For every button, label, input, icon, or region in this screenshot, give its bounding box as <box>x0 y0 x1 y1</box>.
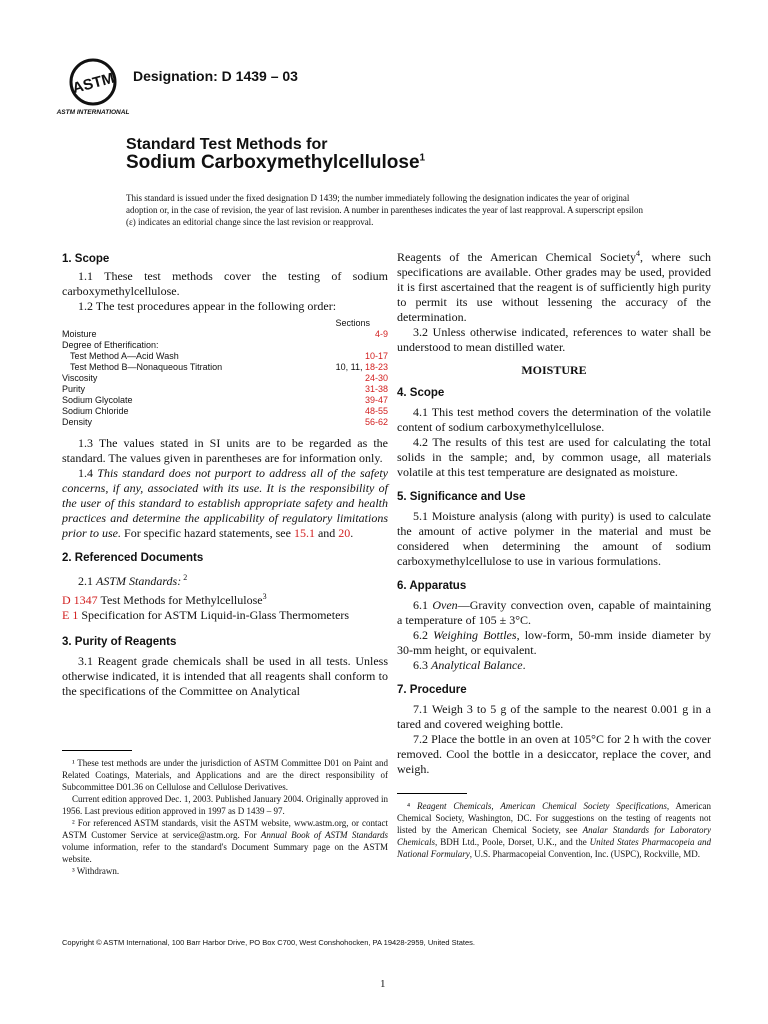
section-range-link[interactable]: 18-23 <box>364 362 388 372</box>
paragraph-7-2: 7.2 Place the bottle in an oven at 105°C for 2 h with the cover removed. Cool the bottle in a desiccator, replace the cover, and weigh. <box>397 732 711 776</box>
link-d1347[interactable]: D 1347 <box>62 593 98 607</box>
paragraph-1-4: 1.4 This standard does not purport to address all of the safety concerns, if any, associated with its use. It is the responsibility of the user of this standard to establish appropriate safety and health practices and determine the applicability of regulatory limitations prior to use. For specific hazard statements, see 15.1 and 20. <box>62 466 388 540</box>
paragraph-7-1: 7.1 Weigh 3 to 5 g of the sample to the nearest 0.001 g in a tared and covered weighing bottle. <box>397 702 711 731</box>
sections-row <box>62 362 388 373</box>
section-range-link[interactable]: 24-30 <box>364 373 388 383</box>
footnote-1-edition: Current edition approved Dec. 1, 2003. Published January 2004. Originally approved in 1956. Last previous edition approved in 1997 as D 1439 – 97. <box>62 794 388 816</box>
section-range-link[interactable]: 48-55 <box>364 406 388 416</box>
paragraph-6-3: 6.3 Analytical Balance. <box>413 658 526 672</box>
reference-d1347: D 1347 Test Methods for Methylcellulose$^3$ <box>62 592 267 607</box>
paragraph-3-2: 3.2 Unless otherwise indicated, references to water shall be understood to mean distilled water. <box>397 325 711 354</box>
section-name: Test Method B—Nonaqueous Titration <box>70 362 223 372</box>
section-heading-referenced: 2. Referenced Documents <box>62 552 204 564</box>
page-title-line2: Sodium Carboxymethylcellulose$^1$ <box>126 152 426 173</box>
section-heading-scope-4: 4. Scope <box>397 387 445 399</box>
section-name: Density <box>62 417 93 427</box>
paragraph-6-1: 6.1 Oven—Gravity convection oven, capable of maintaining a temperature of 105 ± 3°C. <box>397 598 712 627</box>
sections-row <box>62 340 388 351</box>
paragraph-5-1: 5.1 Moisture analysis (along with purity) is used to calculate the amount of active polymer in the material and must be considered when determining the amount of sodium carboxymethylcellulose to use in various formulations. <box>397 509 711 568</box>
page-title-line1: Standard Test Methods for <box>126 136 328 153</box>
section-range <box>308 395 388 406</box>
section-heading-moisture: MOISTURE <box>521 363 587 377</box>
right-footnotes <box>397 793 711 860</box>
sections-row <box>62 329 388 340</box>
footnote-4: ⁴ Reagent Chemicals, American Chemical Society Specifications, American Chemical Society, Washington, DC. For suggestions on the testing of reagents not listed by the American Chemical Society, see Analar Standards for Laboratory Chemicals, BDH Ltd., Poole, Dorset, U.K., and the United States Pharmacopeia and National Formulary, U.S. Pharmacopeial Convention, Inc. (USPC), Rockville, MD. <box>397 801 712 859</box>
sections-row <box>62 351 388 362</box>
section-range: 10, 11, 18-23 <box>335 362 388 372</box>
section-heading-significance: 5. Significance and Use <box>397 491 526 503</box>
section-heading-procedure: 7. Procedure <box>397 684 467 696</box>
paragraph-3-1-continued: Reagents of the American Chemical Society$^4$, where such specifications are available. Other grades may be used, provided it is first ascertained that the reagent is of sufficiently high purity to permit its use without lessening the accuracy of the determination. <box>397 249 711 324</box>
copyright-notice: Copyright © ASTM International, 100 Barr Harbor Drive, PO Box C700, West Conshohocken, PA 19428-2959, United States. <box>62 938 475 947</box>
section-range <box>308 373 388 384</box>
section-name: Sodium Chloride <box>62 406 129 416</box>
section-range-link[interactable]: 39-47 <box>364 395 388 405</box>
paragraph-2-1: 2.1 ASTM Standards: $^2$ <box>78 573 188 588</box>
section-heading-purity: 3. Purity of Reagents <box>62 636 177 648</box>
section-heading-apparatus: 6. Apparatus <box>397 580 467 592</box>
section-name: Purity <box>62 384 86 394</box>
link-20[interactable]: 20 <box>338 526 351 540</box>
paragraph-1-1: 1.1 These test methods cover the testing of sodium carboxymethylcellulose. <box>62 269 388 298</box>
section-name: Viscosity <box>62 373 98 383</box>
footnote-3: ³ Withdrawn. <box>72 866 120 876</box>
paragraph-4-1: 4.1 This test method covers the determination of the volatile content of sodium carboxymethylcellulose. <box>397 405 711 434</box>
section-range <box>308 351 388 362</box>
link-e1[interactable]: E 1 <box>62 608 79 622</box>
section-name: Sodium Glycolate <box>62 395 133 405</box>
left-footnotes <box>62 750 388 877</box>
paragraph-6-2: 6.2 Weighing Bottles, low-form, 50-mm inside diameter by 30-mm height, or equivalent. <box>397 628 712 657</box>
sections-row <box>62 384 388 395</box>
section-heading-scope: 1. Scope <box>62 253 110 265</box>
section-range <box>308 340 388 351</box>
section-range-link[interactable]: 10-17 <box>364 351 388 361</box>
designation: Designation: D 1439 – 03 <box>133 68 298 84</box>
designation-notice: This standard is issued under the fixed designation D 1439; the number immediately following the designation indicates the year of original adoption or, in the case of revision, the year of last revision. A number in parentheses indicates the year of last reapproval. A superscript epsilon (ε) indicates an editorial change since the last revision or reapproval. <box>126 193 643 227</box>
paragraph-1-3: 1.3 The values stated in SI units are to be regarded as the standard. The values given in parentheses are for information only. <box>62 436 388 465</box>
astm-logo <box>56 55 130 117</box>
sections-row <box>62 417 388 428</box>
section-range-link[interactable]: 4-9 <box>374 329 388 339</box>
section-range <box>308 417 388 428</box>
section-range <box>308 406 388 417</box>
sections-row <box>62 406 388 417</box>
section-range <box>308 384 388 395</box>
page-number: 1 <box>380 978 386 990</box>
svg-text:ASTM INTERNATIONAL: ASTM INTERNATIONAL <box>56 109 130 116</box>
astm-logo-icon <box>56 55 130 117</box>
section-range-link[interactable]: 56-62 <box>364 417 388 427</box>
svg-text:ASTM: ASTM <box>70 69 117 98</box>
section-range-link[interactable]: 31-38 <box>364 384 388 394</box>
sections-row <box>62 373 388 384</box>
footnote-2: ² For referenced ASTM standards, visit the ASTM website, www.astm.org, or contact ASTM Customer Service at service@astm.org. For Annual Book of ASTM Standards volume information, refer to the standard's Document Summary page on the ASTM website. <box>62 818 389 864</box>
paragraph-1-2: 1.2 The test procedures appear in the following order: <box>78 299 337 313</box>
section-name: Test Method A—Acid Wash <box>70 351 179 361</box>
reference-e1: E 1 Specification for ASTM Liquid-in-Glass Thermometers <box>62 608 350 622</box>
footnote-1: ¹ These test methods are under the jurisdiction of ASTM Committee D01 on Paint and Related Coatings, Materials, and Applications and are the direct responsibility of Subcommittee D01.36 on Cellulose and Cellulose Derivatives. <box>62 758 388 792</box>
section-range <box>308 329 388 340</box>
right-column <box>397 246 711 777</box>
paragraph-4-2: 4.2 The results of this test are used for calculating the total solids in the sample; and, by common usage, all materials volatile at this test temperature are designated as moisture. <box>397 435 711 479</box>
left-column <box>62 252 388 699</box>
footnote-rule <box>62 750 132 751</box>
sections-table <box>62 329 388 428</box>
sections-label: Sections <box>335 318 370 328</box>
footnote-rule-right <box>397 793 467 794</box>
section-name: Degree of Etherification: <box>62 340 159 350</box>
paragraph-3-1: 3.1 Reagent grade chemicals shall be used in all tests. Unless otherwise indicated, it is intended that all reagents shall conform to the specifications of the Committee on Analytical <box>62 654 388 698</box>
link-15-1[interactable]: 15.1 <box>293 526 315 540</box>
sections-row <box>62 395 388 406</box>
section-name: Moisture <box>62 329 97 339</box>
